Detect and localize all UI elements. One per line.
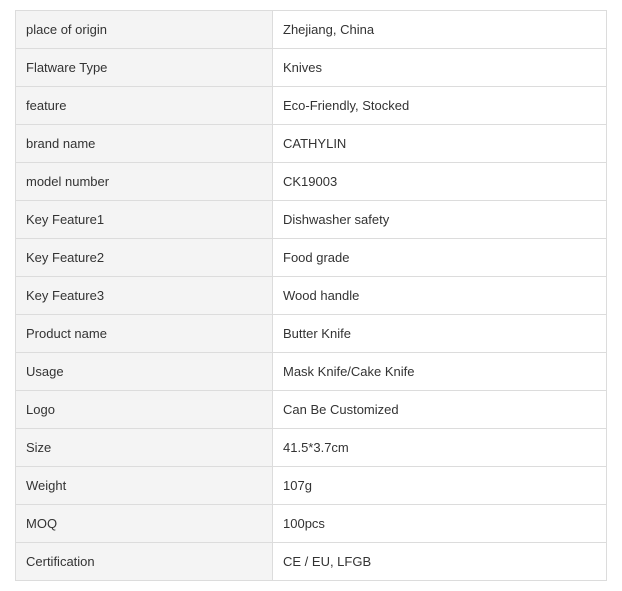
- spec-value: 41.5*3.7cm: [273, 429, 607, 467]
- spec-label: Product name: [16, 315, 273, 353]
- table-row: [16, 277, 607, 315]
- table-row: [16, 543, 607, 581]
- spec-table-body: [16, 11, 607, 581]
- spec-label: Flatware Type: [16, 49, 273, 87]
- spec-label: feature: [16, 87, 273, 125]
- spec-label: Certification: [16, 543, 273, 581]
- spec-value: Food grade: [273, 239, 607, 277]
- product-spec-table: [15, 10, 607, 581]
- table-row: [16, 239, 607, 277]
- spec-value: CE / EU, LFGB: [273, 543, 607, 581]
- spec-value: Knives: [273, 49, 607, 87]
- spec-value: 107g: [273, 467, 607, 505]
- spec-value: 100pcs: [273, 505, 607, 543]
- spec-value: Can Be Customized: [273, 391, 607, 429]
- spec-label: MOQ: [16, 505, 273, 543]
- spec-label: model number: [16, 163, 273, 201]
- spec-label: Key Feature2: [16, 239, 273, 277]
- table-row: [16, 353, 607, 391]
- spec-value: CK19003: [273, 163, 607, 201]
- table-row: [16, 505, 607, 543]
- spec-label: Size: [16, 429, 273, 467]
- spec-value: Mask Knife/Cake Knife: [273, 353, 607, 391]
- spec-label: Key Feature3: [16, 277, 273, 315]
- table-row: [16, 429, 607, 467]
- spec-value: Butter Knife: [273, 315, 607, 353]
- table-row: [16, 87, 607, 125]
- spec-label: Key Feature1: [16, 201, 273, 239]
- table-row: [16, 49, 607, 87]
- table-row: [16, 125, 607, 163]
- table-row: [16, 467, 607, 505]
- table-row: [16, 315, 607, 353]
- table-row: [16, 11, 607, 49]
- spec-value: Wood handle: [273, 277, 607, 315]
- spec-label: Weight: [16, 467, 273, 505]
- table-row: [16, 201, 607, 239]
- spec-value: Zhejiang, China: [273, 11, 607, 49]
- spec-value: Eco-Friendly, Stocked: [273, 87, 607, 125]
- spec-value: Dishwasher safety: [273, 201, 607, 239]
- table-row: [16, 163, 607, 201]
- spec-label: Usage: [16, 353, 273, 391]
- spec-label: place of origin: [16, 11, 273, 49]
- spec-label: brand name: [16, 125, 273, 163]
- spec-label: Logo: [16, 391, 273, 429]
- table-row: [16, 391, 607, 429]
- spec-value: CATHYLIN: [273, 125, 607, 163]
